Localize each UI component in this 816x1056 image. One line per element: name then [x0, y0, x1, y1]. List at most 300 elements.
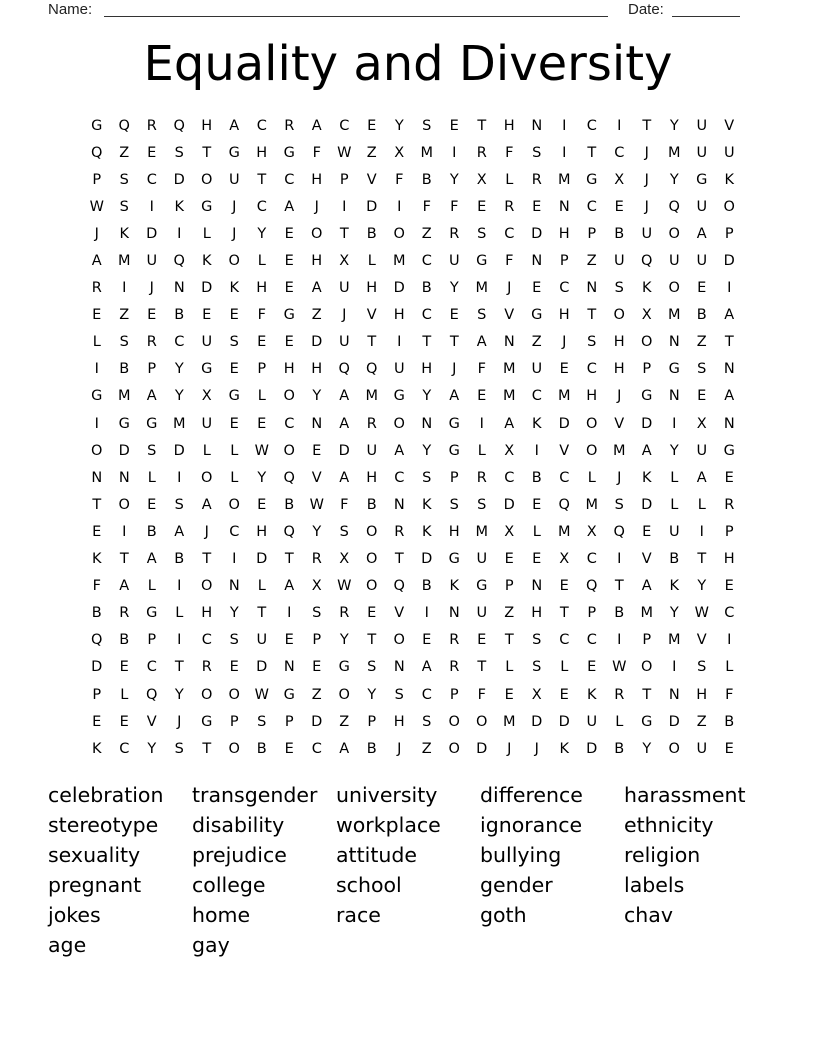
grid-letter[interactable]: O: [586, 442, 598, 459]
grid-letter[interactable]: H: [558, 225, 570, 242]
grid-letter[interactable]: N: [448, 605, 460, 622]
grid-letter[interactable]: E: [312, 659, 322, 676]
grid-letter[interactable]: E: [257, 415, 267, 432]
grid-letter[interactable]: H: [311, 171, 323, 188]
grid-letter[interactable]: J: [177, 713, 182, 730]
grid-letter[interactable]: L: [725, 659, 734, 676]
grid-letter[interactable]: Y: [367, 686, 377, 703]
grid-letter[interactable]: M: [557, 523, 571, 540]
grid-letter[interactable]: Y: [642, 740, 652, 757]
grid-letter[interactable]: C: [586, 117, 597, 134]
grid-letter[interactable]: C: [394, 469, 405, 486]
grid-letter[interactable]: U: [696, 253, 708, 270]
grid-letter[interactable]: R: [119, 605, 130, 622]
grid-letter[interactable]: E: [92, 307, 102, 324]
grid-letter[interactable]: Q: [283, 523, 295, 540]
grid-letter[interactable]: W: [309, 496, 324, 513]
grid-letter[interactable]: Y: [449, 171, 459, 188]
grid-letter[interactable]: K: [449, 578, 459, 595]
grid-letter[interactable]: L: [230, 469, 239, 486]
grid-letter[interactable]: E: [119, 713, 129, 730]
grid-letter[interactable]: E: [312, 442, 322, 459]
grid-letter[interactable]: G: [118, 415, 130, 432]
grid-letter[interactable]: J: [644, 198, 649, 215]
grid-letter[interactable]: L: [147, 578, 156, 595]
grid-letter[interactable]: K: [174, 198, 184, 215]
grid-letter[interactable]: W: [337, 144, 352, 161]
date-field-line[interactable]: [672, 16, 740, 17]
grid-letter[interactable]: C: [559, 280, 570, 297]
grid-letter[interactable]: B: [421, 171, 432, 188]
grid-letter[interactable]: N: [393, 659, 405, 676]
grid-letter[interactable]: A: [724, 307, 735, 324]
grid-letter[interactable]: W: [337, 578, 352, 595]
grid-letter[interactable]: R: [724, 496, 735, 513]
grid-letter[interactable]: X: [394, 144, 405, 161]
grid-letter[interactable]: C: [559, 632, 570, 649]
grid-letter[interactable]: I: [149, 198, 154, 215]
grid-letter[interactable]: F: [92, 578, 101, 595]
grid-letter[interactable]: M: [475, 523, 488, 540]
grid-letter[interactable]: T: [642, 686, 652, 703]
grid-letter[interactable]: S: [422, 469, 432, 486]
grid-letter[interactable]: E: [284, 253, 294, 270]
grid-letter[interactable]: T: [642, 117, 652, 134]
grid-letter[interactable]: I: [452, 144, 457, 161]
grid-letter[interactable]: C: [586, 361, 597, 378]
grid-letter[interactable]: S: [174, 144, 184, 161]
grid-letter[interactable]: C: [146, 171, 157, 188]
grid-letter[interactable]: E: [147, 496, 157, 513]
grid-letter[interactable]: N: [586, 280, 598, 297]
grid-letter[interactable]: A: [641, 578, 652, 595]
grid-letter[interactable]: C: [339, 117, 350, 134]
grid-letter[interactable]: E: [697, 388, 707, 405]
grid-letter[interactable]: R: [284, 117, 295, 134]
grid-letter[interactable]: S: [312, 605, 322, 622]
grid-letter[interactable]: R: [339, 605, 350, 622]
grid-letter[interactable]: Z: [119, 144, 130, 161]
grid-letter[interactable]: A: [504, 415, 515, 432]
grid-letter[interactable]: D: [256, 551, 268, 568]
grid-letter[interactable]: N: [173, 280, 185, 297]
grid-letter[interactable]: K: [641, 280, 652, 297]
grid-letter[interactable]: L: [532, 523, 541, 540]
grid-letter[interactable]: R: [91, 280, 102, 297]
grid-letter[interactable]: E: [449, 117, 459, 134]
grid-letter[interactable]: C: [421, 686, 432, 703]
grid-letter[interactable]: X: [531, 686, 542, 703]
grid-letter[interactable]: L: [505, 171, 514, 188]
grid-letter[interactable]: C: [284, 171, 295, 188]
grid-letter[interactable]: X: [586, 523, 597, 540]
grid-letter[interactable]: J: [452, 361, 457, 378]
grid-letter[interactable]: O: [228, 253, 240, 270]
grid-letter[interactable]: S: [477, 225, 487, 242]
grid-letter[interactable]: K: [229, 280, 239, 297]
grid-letter[interactable]: P: [257, 361, 267, 378]
grid-letter[interactable]: D: [641, 415, 653, 432]
grid-letter[interactable]: L: [120, 686, 129, 703]
grid-letter[interactable]: I: [177, 225, 182, 242]
grid-letter[interactable]: X: [614, 171, 625, 188]
grid-letter[interactable]: W: [694, 605, 709, 622]
grid-letter[interactable]: Y: [697, 578, 707, 595]
grid-letter[interactable]: J: [644, 144, 649, 161]
grid-letter[interactable]: E: [202, 307, 212, 324]
grid-letter[interactable]: Z: [531, 334, 542, 351]
grid-letter[interactable]: J: [507, 280, 512, 297]
grid-letter[interactable]: B: [174, 307, 185, 324]
grid-letter[interactable]: I: [94, 415, 99, 432]
grid-letter[interactable]: P: [229, 713, 239, 730]
grid-letter[interactable]: M: [172, 415, 186, 432]
grid-letter[interactable]: D: [338, 442, 350, 459]
grid-letter[interactable]: Z: [504, 605, 515, 622]
grid-letter[interactable]: I: [342, 198, 347, 215]
grid-letter[interactable]: K: [201, 253, 212, 270]
grid-letter[interactable]: H: [201, 605, 213, 622]
grid-letter[interactable]: U: [696, 117, 708, 134]
grid-letter[interactable]: A: [91, 253, 102, 270]
grid-letter[interactable]: H: [613, 334, 625, 351]
grid-letter[interactable]: E: [257, 334, 267, 351]
grid-letter[interactable]: L: [175, 605, 184, 622]
grid-letter[interactable]: B: [91, 605, 102, 622]
grid-letter[interactable]: D: [668, 713, 680, 730]
grid-letter[interactable]: U: [366, 442, 378, 459]
grid-letter[interactable]: B: [531, 469, 542, 486]
grid-letter[interactable]: G: [228, 144, 240, 161]
grid-letter[interactable]: T: [257, 171, 267, 188]
grid-letter[interactable]: M: [612, 442, 626, 459]
grid-letter[interactable]: G: [201, 713, 213, 730]
grid-letter[interactable]: U: [586, 713, 598, 730]
grid-letter[interactable]: S: [257, 713, 267, 730]
grid-letter[interactable]: B: [366, 740, 377, 757]
grid-letter[interactable]: R: [146, 117, 157, 134]
grid-letter[interactable]: U: [338, 334, 350, 351]
grid-letter[interactable]: I: [122, 523, 127, 540]
grid-letter[interactable]: K: [531, 415, 542, 432]
grid-letter[interactable]: H: [613, 361, 625, 378]
grid-letter[interactable]: E: [477, 388, 487, 405]
grid-letter[interactable]: M: [667, 144, 681, 161]
grid-letter[interactable]: G: [393, 388, 405, 405]
grid-letter[interactable]: Z: [421, 740, 432, 757]
grid-letter[interactable]: Q: [173, 253, 185, 270]
grid-letter[interactable]: T: [559, 605, 569, 622]
grid-letter[interactable]: R: [614, 686, 625, 703]
grid-letter[interactable]: B: [256, 740, 267, 757]
grid-letter[interactable]: E: [724, 469, 734, 486]
grid-letter[interactable]: A: [229, 117, 240, 134]
grid-letter[interactable]: Z: [339, 713, 350, 730]
grid-letter[interactable]: Y: [312, 388, 322, 405]
grid-letter[interactable]: L: [202, 225, 211, 242]
grid-letter[interactable]: D: [393, 280, 405, 297]
grid-letter[interactable]: T: [614, 578, 624, 595]
grid-letter[interactable]: G: [531, 307, 543, 324]
grid-letter[interactable]: E: [229, 659, 239, 676]
grid-letter[interactable]: G: [338, 659, 350, 676]
grid-letter[interactable]: Q: [283, 469, 295, 486]
grid-letter[interactable]: T: [202, 740, 212, 757]
grid-letter[interactable]: P: [642, 632, 652, 649]
grid-letter[interactable]: K: [91, 740, 102, 757]
grid-letter[interactable]: L: [697, 496, 706, 513]
grid-letter[interactable]: G: [228, 388, 240, 405]
grid-letter[interactable]: S: [449, 496, 459, 513]
grid-letter[interactable]: K: [669, 578, 679, 595]
grid-letter[interactable]: G: [641, 388, 653, 405]
grid-letter[interactable]: J: [232, 225, 237, 242]
grid-letter[interactable]: C: [284, 415, 295, 432]
grid-letter[interactable]: H: [366, 469, 378, 486]
grid-letter[interactable]: A: [339, 388, 350, 405]
grid-letter[interactable]: D: [311, 713, 323, 730]
grid-letter[interactable]: S: [532, 632, 542, 649]
grid-letter[interactable]: K: [641, 469, 652, 486]
grid-letter[interactable]: B: [119, 632, 130, 649]
grid-letter[interactable]: Q: [91, 632, 103, 649]
grid-letter[interactable]: C: [311, 740, 322, 757]
grid-letter[interactable]: D: [531, 713, 543, 730]
grid-letter[interactable]: F: [312, 144, 321, 161]
grid-letter[interactable]: C: [614, 144, 625, 161]
grid-letter[interactable]: U: [723, 144, 735, 161]
grid-letter[interactable]: L: [147, 469, 156, 486]
grid-letter[interactable]: A: [339, 415, 350, 432]
grid-letter[interactable]: R: [449, 632, 460, 649]
grid-letter[interactable]: E: [449, 307, 459, 324]
grid-letter[interactable]: S: [229, 334, 239, 351]
grid-letter[interactable]: S: [532, 659, 542, 676]
grid-letter[interactable]: P: [312, 632, 322, 649]
grid-letter[interactable]: K: [586, 686, 597, 703]
grid-letter[interactable]: O: [201, 469, 213, 486]
grid-letter[interactable]: L: [202, 442, 211, 459]
grid-letter[interactable]: N: [283, 659, 295, 676]
grid-letter[interactable]: P: [92, 686, 102, 703]
grid-letter[interactable]: L: [257, 253, 266, 270]
grid-letter[interactable]: I: [177, 632, 182, 649]
grid-letter[interactable]: O: [668, 225, 680, 242]
grid-letter[interactable]: O: [613, 307, 625, 324]
grid-letter[interactable]: C: [586, 198, 597, 215]
grid-letter[interactable]: Q: [558, 496, 570, 513]
grid-letter[interactable]: S: [174, 740, 184, 757]
grid-letter[interactable]: P: [587, 225, 597, 242]
grid-letter[interactable]: O: [366, 523, 378, 540]
grid-letter[interactable]: K: [724, 171, 734, 188]
grid-letter[interactable]: M: [502, 388, 516, 405]
grid-letter[interactable]: D: [476, 740, 488, 757]
grid-letter[interactable]: S: [422, 713, 432, 730]
grid-letter[interactable]: S: [614, 496, 624, 513]
grid-letter[interactable]: E: [587, 659, 597, 676]
grid-letter[interactable]: N: [531, 253, 543, 270]
grid-letter[interactable]: E: [504, 551, 514, 568]
grid-letter[interactable]: L: [560, 659, 569, 676]
grid-letter[interactable]: T: [202, 551, 212, 568]
grid-letter[interactable]: E: [504, 686, 514, 703]
grid-letter[interactable]: Y: [669, 605, 679, 622]
grid-letter[interactable]: U: [531, 361, 543, 378]
grid-letter[interactable]: I: [617, 551, 622, 568]
grid-letter[interactable]: Q: [613, 523, 625, 540]
grid-letter[interactable]: U: [146, 253, 158, 270]
grid-letter[interactable]: A: [696, 469, 707, 486]
grid-letter[interactable]: H: [558, 307, 570, 324]
grid-letter[interactable]: H: [723, 551, 735, 568]
grid-letter[interactable]: I: [397, 198, 402, 215]
grid-letter[interactable]: B: [696, 307, 707, 324]
grid-letter[interactable]: A: [201, 496, 212, 513]
grid-letter[interactable]: S: [614, 280, 624, 297]
grid-letter[interactable]: I: [94, 361, 99, 378]
grid-letter[interactable]: Y: [257, 225, 267, 242]
grid-letter[interactable]: M: [475, 280, 488, 297]
grid-letter[interactable]: S: [697, 361, 707, 378]
grid-letter[interactable]: W: [254, 686, 269, 703]
grid-letter[interactable]: C: [201, 632, 212, 649]
grid-letter[interactable]: C: [174, 334, 185, 351]
grid-letter[interactable]: R: [394, 523, 405, 540]
grid-letter[interactable]: F: [340, 496, 349, 513]
grid-letter[interactable]: Q: [641, 253, 653, 270]
grid-letter[interactable]: U: [201, 415, 213, 432]
grid-letter[interactable]: N: [531, 117, 543, 134]
grid-letter[interactable]: D: [723, 253, 735, 270]
grid-letter[interactable]: O: [228, 496, 240, 513]
grid-letter[interactable]: H: [393, 307, 405, 324]
grid-letter[interactable]: M: [557, 388, 571, 405]
grid-letter[interactable]: S: [477, 496, 487, 513]
grid-letter[interactable]: V: [366, 171, 377, 188]
grid-letter[interactable]: D: [421, 551, 433, 568]
grid-letter[interactable]: G: [283, 144, 295, 161]
grid-letter[interactable]: K: [421, 496, 432, 513]
grid-letter[interactable]: I: [727, 280, 732, 297]
grid-letter[interactable]: E: [284, 334, 294, 351]
grid-letter[interactable]: P: [449, 686, 459, 703]
grid-letter[interactable]: O: [366, 551, 378, 568]
grid-letter[interactable]: C: [421, 307, 432, 324]
grid-letter[interactable]: G: [201, 361, 213, 378]
grid-letter[interactable]: Z: [119, 307, 130, 324]
grid-letter[interactable]: N: [311, 415, 323, 432]
grid-letter[interactable]: E: [229, 415, 239, 432]
grid-letter[interactable]: H: [256, 280, 268, 297]
grid-letter[interactable]: E: [559, 578, 569, 595]
grid-letter[interactable]: I: [232, 551, 237, 568]
grid-letter[interactable]: B: [421, 578, 432, 595]
grid-letter[interactable]: T: [367, 334, 377, 351]
grid-letter[interactable]: E: [642, 523, 652, 540]
grid-letter[interactable]: O: [641, 659, 653, 676]
grid-letter[interactable]: F: [505, 253, 514, 270]
grid-letter[interactable]: J: [149, 280, 154, 297]
grid-letter[interactable]: A: [696, 225, 707, 242]
grid-letter[interactable]: S: [147, 442, 157, 459]
grid-letter[interactable]: R: [311, 551, 322, 568]
grid-letter[interactable]: U: [393, 361, 405, 378]
grid-letter[interactable]: S: [587, 334, 597, 351]
grid-letter[interactable]: R: [449, 659, 460, 676]
grid-letter[interactable]: P: [559, 253, 569, 270]
grid-letter[interactable]: P: [147, 361, 157, 378]
grid-letter[interactable]: P: [449, 469, 459, 486]
grid-letter[interactable]: T: [449, 334, 459, 351]
grid-letter[interactable]: T: [339, 225, 349, 242]
grid-letter[interactable]: V: [311, 469, 322, 486]
grid-letter[interactable]: M: [117, 388, 131, 405]
grid-letter[interactable]: D: [503, 496, 515, 513]
grid-letter[interactable]: O: [118, 496, 130, 513]
grid-letter[interactable]: Y: [669, 442, 679, 459]
grid-letter[interactable]: E: [724, 740, 734, 757]
grid-letter[interactable]: E: [284, 740, 294, 757]
grid-letter[interactable]: F: [477, 686, 486, 703]
grid-letter[interactable]: L: [587, 469, 596, 486]
grid-letter[interactable]: J: [507, 740, 512, 757]
grid-letter[interactable]: G: [476, 253, 488, 270]
grid-letter[interactable]: V: [559, 442, 570, 459]
grid-letter[interactable]: U: [228, 171, 240, 188]
grid-letter[interactable]: J: [562, 334, 567, 351]
grid-letter[interactable]: X: [476, 171, 487, 188]
grid-letter[interactable]: N: [91, 469, 103, 486]
grid-letter[interactable]: A: [284, 198, 295, 215]
grid-letter[interactable]: O: [393, 632, 405, 649]
grid-letter[interactable]: I: [479, 415, 484, 432]
grid-letter[interactable]: T: [202, 144, 212, 161]
grid-letter[interactable]: N: [723, 361, 735, 378]
grid-letter[interactable]: H: [201, 117, 213, 134]
grid-letter[interactable]: B: [284, 496, 295, 513]
grid-letter[interactable]: P: [724, 225, 734, 242]
grid-letter[interactable]: I: [287, 605, 292, 622]
grid-letter[interactable]: A: [394, 442, 405, 459]
grid-letter[interactable]: U: [668, 253, 680, 270]
grid-letter[interactable]: X: [339, 551, 350, 568]
grid-letter[interactable]: M: [365, 388, 378, 405]
grid-letter[interactable]: P: [92, 171, 102, 188]
grid-letter[interactable]: O: [201, 686, 213, 703]
grid-letter[interactable]: A: [449, 388, 460, 405]
grid-letter[interactable]: T: [422, 334, 432, 351]
grid-letter[interactable]: U: [696, 198, 708, 215]
grid-letter[interactable]: I: [397, 334, 402, 351]
grid-letter[interactable]: O: [311, 225, 323, 242]
grid-letter[interactable]: G: [91, 117, 103, 134]
grid-letter[interactable]: W: [254, 442, 269, 459]
grid-letter[interactable]: H: [311, 361, 323, 378]
grid-letter[interactable]: P: [284, 713, 294, 730]
grid-letter[interactable]: Y: [174, 686, 184, 703]
grid-letter[interactable]: B: [614, 740, 625, 757]
grid-letter[interactable]: I: [562, 144, 567, 161]
grid-letter[interactable]: V: [641, 551, 652, 568]
grid-letter[interactable]: C: [504, 469, 515, 486]
grid-letter[interactable]: J: [94, 225, 99, 242]
grid-letter[interactable]: A: [339, 469, 350, 486]
grid-letter[interactable]: O: [448, 713, 460, 730]
grid-letter[interactable]: H: [531, 605, 543, 622]
grid-letter[interactable]: U: [668, 523, 680, 540]
grid-letter[interactable]: T: [174, 659, 184, 676]
